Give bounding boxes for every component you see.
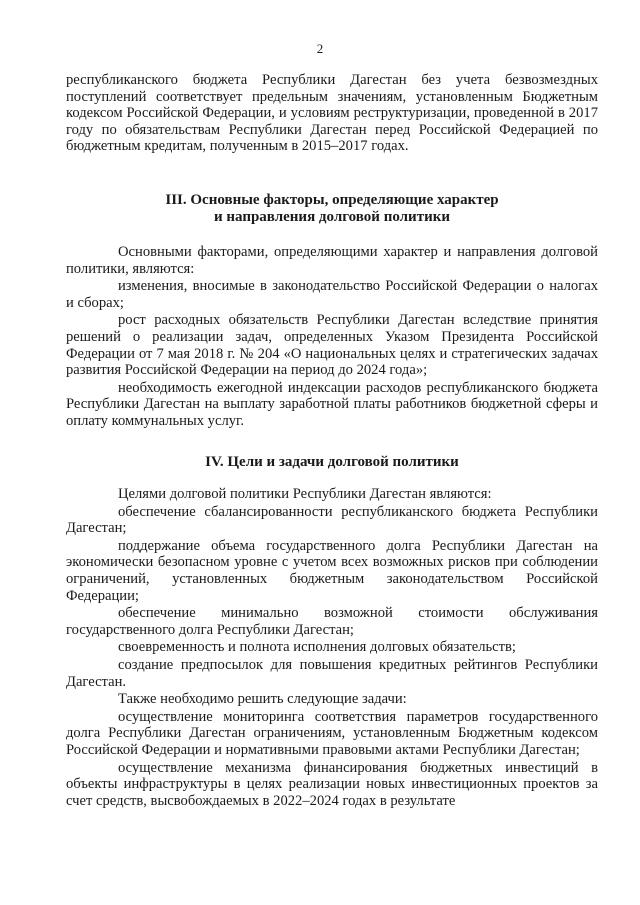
- section3-paragraph: Основными факторами, определяющими характер и направления долговой политики, являются:: [66, 244, 598, 277]
- section4-paragraph: осуществление механизма финансирования бюджетных инвестиций в объекты инфраструктуры в целях реализации новых инвестиционных проектов за счет средств, высвобождаемых в 2022–2024 годах в результате: [66, 759, 598, 809]
- section3-paragraph: необходимость ежегодной индексации расходов республиканского бюджета Республики Дагестан на выплату заработной платы работников бюджетной сферы и оплату коммунальных услуг.: [66, 379, 598, 429]
- section3-heading-line1: III. Основные факторы, определяющие характер: [165, 192, 499, 208]
- section4-paragraph: своевременность и полнота исполнения долговых обязательств;: [118, 639, 516, 656]
- section4-paragraph: поддержание объема государственного долга Республики Дагестан на экономически безопасном уровне с учетом всех возможных рисков при соблюдении ограничений, установленных бюджетным законодательством Российской Федерации;: [66, 537, 598, 604]
- section4-paragraph: Также необходимо решить следующие задачи:: [118, 691, 407, 708]
- section4-paragraph: создание предпосылок для повышения кредитных рейтингов Республики Дагестан.: [66, 656, 598, 690]
- section4-paragraph: обеспечение минимально возможной стоимости обслуживания государственного долга Республики Дагестан;: [66, 605, 598, 638]
- section4-paragraph: обеспечение сбалансированности республиканского бюджета Республики Дагестан;: [66, 503, 598, 537]
- section4-paragraph: осуществление мониторинга соответствия параметров государственного долга Республики Дагестан ограничениям, установленным Бюджетным кодексом Российской Федерации и нормативными правовыми актами Республики Дагестан;: [66, 708, 598, 758]
- section3-heading: [66, 192, 598, 226]
- intro-block: [66, 72, 598, 155]
- section3-paragraph: изменения, вносимые в законодательство Российской Федерации о налогах и сборах;: [66, 278, 598, 311]
- section3-heading-line2: и направления долговой политики: [213, 209, 450, 225]
- page-number: 2: [316, 41, 324, 56]
- section4-body: [66, 486, 598, 809]
- section4-paragraph: Целями долговой политики Республики Дагестан являются:: [118, 486, 492, 502]
- section3-body: [66, 244, 598, 430]
- intro-paragraph: республиканского бюджета Республики Дагестан без учета безвозмездных поступлений соответствует предельным значениям, установленным Бюджетным кодексом Российской Федерации, и условиям реструктуризации, проведенной в 2017 году по обязательствам Республики Дагестан перед Российской Федерацией по бюджетным кредитам, полученным в 2015–2017 годах.: [66, 72, 598, 155]
- section3-paragraph: рост расходных обязательств Республики Дагестан вследствие принятия решений о реализации задач, определенных Указом Президента Российской Федерации от 7 мая 2018 г. № 204 «О национальных целях и стратегических задачах развития Российской Федерации на период до 2024 года»;: [66, 312, 598, 379]
- section4-heading: IV. Цели и задачи долговой политики: [205, 454, 459, 470]
